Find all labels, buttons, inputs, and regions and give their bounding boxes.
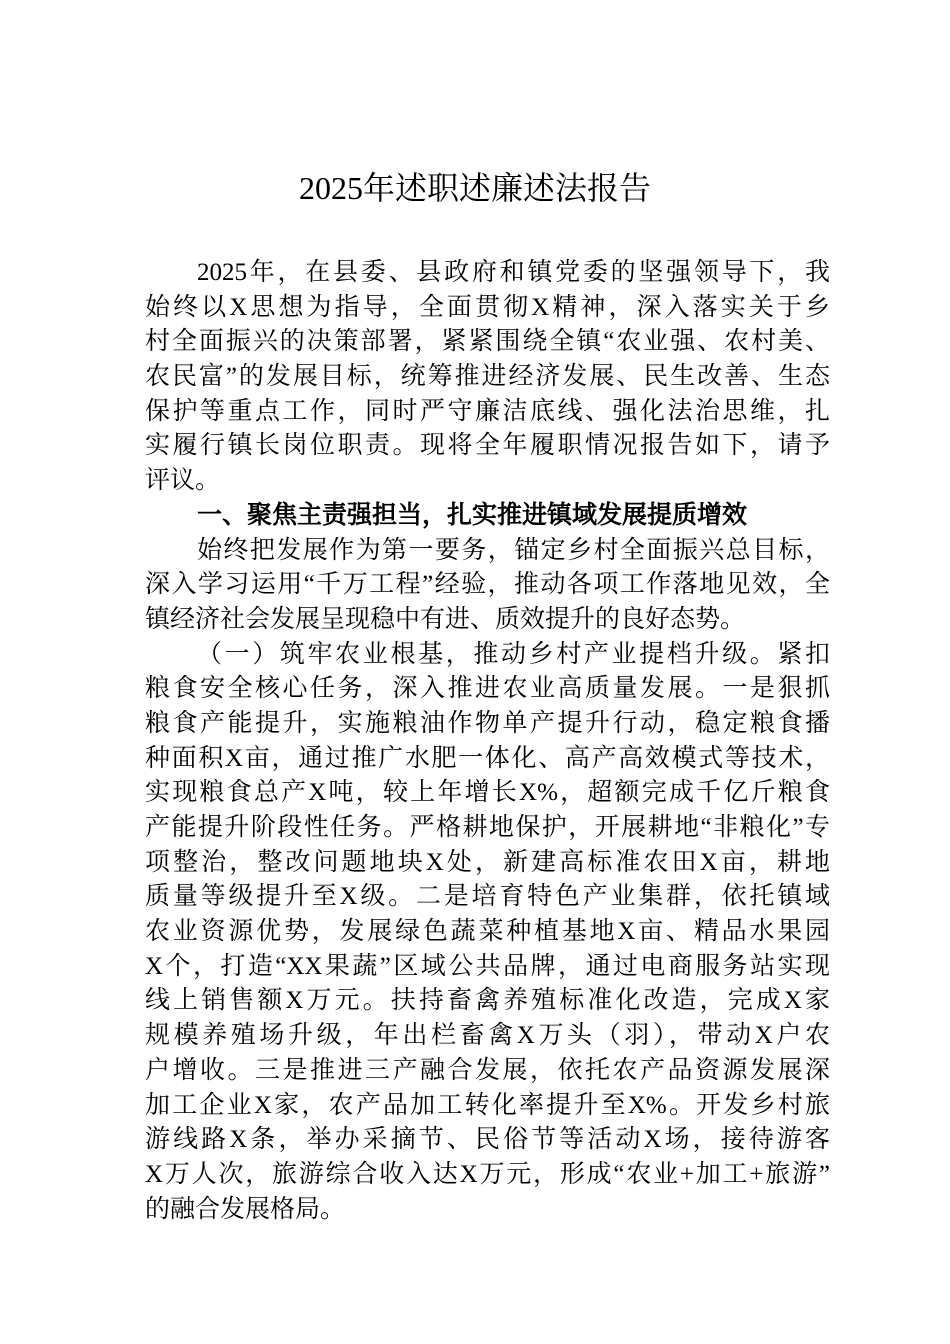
text-line: 种面积X亩，通过推广水肥一体化、高产高效模式等技术， [145,744,830,772]
text-line: 粮食安全核心任务，深入推进农业高质量发展。一是狠抓 [145,675,830,703]
text-line: 户增收。三是推进三产融合发展，依托农产品资源发展深 [145,1056,830,1084]
heading-line: 一、聚焦主责强担当，扎实推进镇域发展提质增效 [197,501,748,529]
text-line: （一）筑牢农业根基，推动乡村产业提档升级。紧扣 [197,640,830,668]
text-line: 线上销售额X万元。扶持畜禽养殖标准化改造，完成X家 [145,987,830,1015]
text-line: 农民富”的发展目标，统筹推进经济发展、民生改善、生态 [145,363,830,391]
text-line: 村全面振兴的决策部署，紧紧围绕全镇“农业强、农村美、 [145,328,830,356]
text-line: 质量等级提升至X级。二是培育特色产业集群，依托镇域 [145,883,830,911]
text-line: 的融合发展格局。 [145,1195,346,1223]
paragraph [145,534,830,638]
text-line: 始终把发展作为第一要务，锚定乡村全面振兴总目标， [197,536,830,564]
text-line: 农业资源优势，发展绿色蔬菜种植基地X亩、精品水果园 [145,918,830,946]
paragraph [145,256,830,499]
text-line: 实现粮食总产X吨，较上年增长X%，超额完成千亿斤粮食 [145,779,830,807]
text-line: 2025年，在县委、县政府和镇党委的坚强领导下，我 [197,259,830,286]
text-line: 加工企业X家，农产品加工转化率提升至X%。开发乡村旅 [145,1091,830,1119]
text-line: 项整治，整改问题地块X处，新建高标准农田X亩，耕地 [145,848,830,876]
text-line: 深入学习运用“千万工程”经验，推动各项工作落地见效，全 [145,571,830,599]
text-line: 始终以X思想为指导，全面贯彻X精神，深入落实关于乡 [145,293,830,321]
text-line: 镇经济社会发展呈现稳中有进、质效提升的良好态势。 [145,605,746,633]
text-line: X万人次，旅游综合收入达X万元，形成“农业+加工+旅游” [145,1160,830,1188]
text-line: 游线路X条，举办采摘节、民俗节等活动X场，接待游客 [145,1126,830,1154]
text-line: 规模养殖场升级，年出栏畜禽X万头（羽），带动X户农 [145,1022,830,1050]
paragraph [145,638,830,1228]
text-line: 产能提升阶段性任务。严格耕地保护，开展耕地“非粮化”专 [145,814,830,841]
text-line: X个，打造“XX果蔬”区域公共品牌，通过电商服务站实现 [145,952,830,980]
section-heading [145,499,830,534]
text-line: 评议。 [145,467,221,495]
document-title: 2025年述职述廉述法报告 [298,170,651,206]
text-line: 实履行镇长岗位职责。现将全年履职情况报告如下，请予 [145,432,830,460]
text-line: 粮食产能提升，实施粮油作物单产提升行动，稳定粮食播 [145,709,830,737]
text-line: 保护等重点工作，同时严守廉洁底线、强化法治思维，扎 [145,397,830,425]
document-body [145,256,830,1227]
